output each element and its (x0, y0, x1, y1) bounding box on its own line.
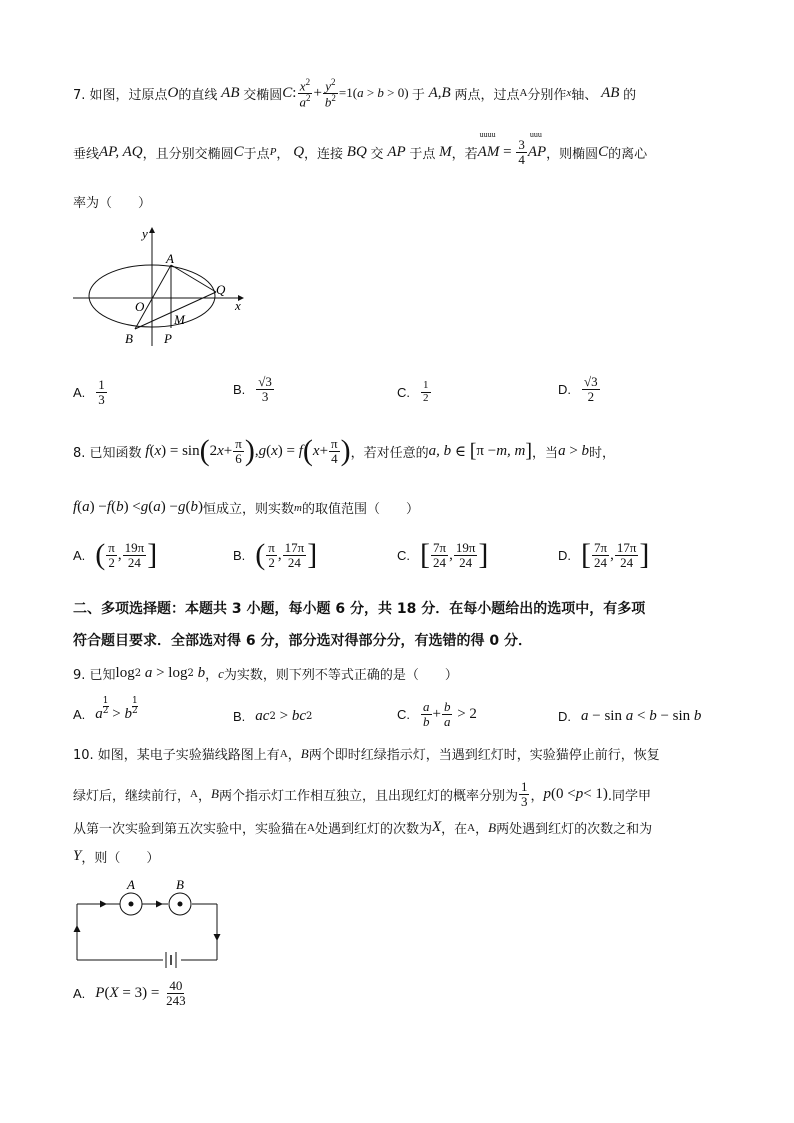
q10-line1: 10. 如图，某电子实验猫线路图上有 A ， B 两个即时红绿指示灯，当遇到红灯时，实验猫停止前行，恢复 (73, 745, 660, 763)
q8-option-c[interactable]: C. [ $\frac{7\pi}{24}$ , $\frac{19\pi}{24}$ ] (397, 538, 489, 571)
circuit-label-B: B (176, 877, 184, 892)
q10-line4: Y ，则（ ） (73, 848, 160, 866)
q10-option-a[interactable]: A. P ( X = 3) = $\frac{40}{243}$ (73, 978, 186, 1008)
q9-stem: 9. 已知 log 2 a > log 2 b ， c 为实数，则下列不等式正确的是（ ） (73, 665, 458, 683)
fig-label-A: A (166, 251, 174, 266)
fig-label-y: y (142, 226, 148, 241)
q10-circuit-diagram (68, 876, 228, 976)
fig-label-x: x (235, 298, 241, 313)
q7-line1: 7. 如图，过原点 O 的直线 AB 交椭圆 C : $\frac{x^2}{a^2}$ + $\frac{y^2}{b^2}$ =1(a > b > 0) 于 A,B 两点，过点 A 分别作 x 轴、 AB 的 (73, 77, 637, 110)
q7-option-c[interactable]: C. $\frac{1}{2}$ (397, 379, 429, 404)
circuit-label-A: A (127, 877, 135, 892)
q7-ellipse-figure (65, 222, 255, 350)
q8-line1: 8. 已知函数 f ( x ) = sin ( 2 x + $\frac{\pi}{6}$ ) , g ( x ) = f ( x + $\frac{\pi}{4}$ ) ，若对任意的 a, b ∈ [ π − m, m ] ，当 a > b 时， (73, 434, 616, 467)
q8-option-a[interactable]: A. ( $\frac{\pi}{2}$ , $\frac{19\pi}{24}$ ] (73, 538, 158, 571)
section2-heading-line1: 二、多项选择题：本题共 3 小题，每小题 6 分，共 18 分．在每小题给出的选项中，有多项 (73, 601, 646, 617)
q9-option-a[interactable]: A. a 1 2 > b 1 2 (73, 696, 138, 722)
q8-option-d[interactable]: D. [ $\frac{7\pi}{24}$ , $\frac{17\pi}{24}$ ] (558, 538, 650, 571)
q7-option-d[interactable]: D. $\frac{√3}{2}$ (558, 374, 598, 404)
q8-line2: f ( a ) − f ( b ) < g ( a ) − g ( b ) 恒成立，则实数 m 的取值范围（ ） (73, 499, 419, 517)
q9-option-d[interactable]: D. a − sin a < b − sin b (558, 708, 702, 724)
q8-option-b[interactable]: B. ( $\frac{\pi}{2}$ , $\frac{17\pi}{24}$ ] (233, 538, 318, 571)
fig-label-B: B (125, 331, 133, 346)
q7-option-a[interactable]: A. $\frac{1}{3}$ (73, 377, 105, 407)
fig-label-M: M (174, 312, 185, 327)
q10-line2: 绿灯后，继续前行， A ， B 两个指示灯工作相互独立，且出现红灯的概率分别为 $\frac{1}{3}$ ， p (0 < p < 1) .同学甲 (73, 779, 652, 809)
q7-option-b[interactable]: B. $\frac{√3}{3}$ (233, 374, 272, 404)
fig-label-O: O (135, 299, 145, 314)
q9-option-b[interactable]: B. ac 2 > bc 2 (233, 708, 313, 724)
fig-label-P: P (164, 331, 172, 346)
fig-label-Q: Q (216, 282, 226, 297)
section2-heading-line2: 符合题目要求．全部选对得 6 分，部分选对得部分分，有选错的得 0 分． (73, 633, 532, 649)
q9-option-c[interactable]: C. $\frac{a}{b}$ + $\frac{b}{a}$ > 2 (397, 699, 477, 729)
q7-line2: 垂线 AP, AQ ，且分别交椭圆 C 于点 P ， Q ，连接 BQ 交 AP 于点 M ，若 AM uuuu = $\frac{3}{4}$ AP uuu ，则椭圆 C 的离心 (73, 129, 648, 167)
q7-line3: 率为（ ） (73, 196, 152, 211)
q10-line3: 从第一次实验到第五次实验中，实验猫在 A 处遇到红灯的次数为 X ，在 A ， B 两处遇到红灯的次数之和为 (73, 819, 653, 837)
